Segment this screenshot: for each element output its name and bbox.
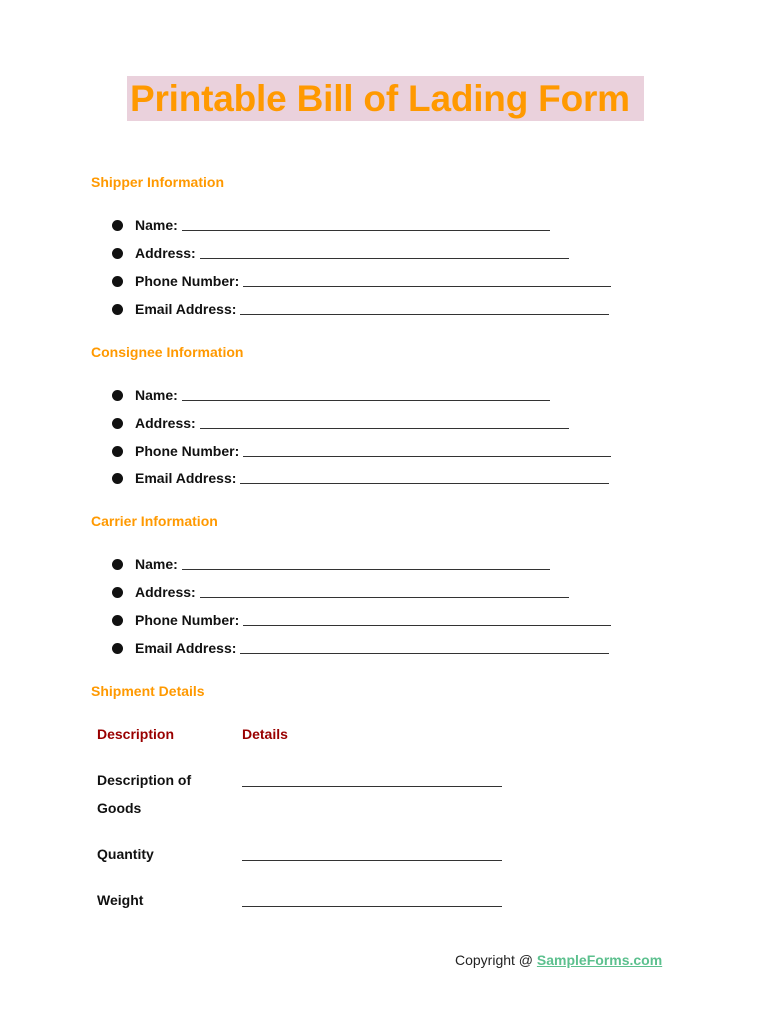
row-label-weight: Weight <box>97 892 144 908</box>
blank-line[interactable] <box>200 246 569 259</box>
blank-line-weight[interactable] <box>242 892 502 907</box>
field-shipper-phone[interactable]: Phone Number: <box>112 273 611 289</box>
field-consignee-email[interactable]: Email Address: <box>112 470 609 486</box>
bullet-icon <box>112 643 123 654</box>
field-carrier-name[interactable]: Name: <box>112 556 550 572</box>
bullet-icon <box>112 446 123 457</box>
blank-line[interactable] <box>243 613 611 626</box>
bullet-icon <box>112 418 123 429</box>
page-title: Printable Bill of Lading Form <box>130 78 630 119</box>
section-heading-carrier: Carrier Information <box>91 513 218 529</box>
blank-line[interactable] <box>182 557 550 570</box>
blank-line[interactable] <box>240 471 609 484</box>
sampleforms-link[interactable]: SampleForms.com <box>536 952 663 968</box>
bullet-icon <box>112 276 123 287</box>
blank-line[interactable] <box>240 302 609 315</box>
bullet-icon <box>112 220 123 231</box>
section-heading-shipper: Shipper Information <box>91 174 224 190</box>
blank-line[interactable] <box>243 274 611 287</box>
column-header-description: Description <box>97 726 175 742</box>
copyright-footer: Copyright @ SampleForms.com <box>455 952 663 968</box>
field-shipper-name[interactable]: Name: <box>112 217 550 233</box>
blank-line[interactable] <box>200 585 569 598</box>
blank-line[interactable] <box>243 444 611 457</box>
blank-line[interactable] <box>240 641 609 654</box>
field-carrier-email[interactable]: Email Address: <box>112 640 609 656</box>
bullet-icon <box>112 587 123 598</box>
blank-line[interactable] <box>182 218 550 231</box>
column-header-details: Details <box>242 726 288 742</box>
row-label-description-of-goods: Description of Goods <box>97 772 192 816</box>
blank-line[interactable] <box>182 388 550 401</box>
field-consignee-name[interactable]: Name: <box>112 387 550 403</box>
blank-line-quantity[interactable] <box>242 846 502 861</box>
field-shipper-address[interactable]: Address: <box>112 245 569 261</box>
bullet-icon <box>112 473 123 484</box>
blank-line-description-of-goods[interactable] <box>242 772 502 787</box>
bullet-icon <box>112 248 123 259</box>
bullet-icon <box>112 559 123 570</box>
field-shipper-email[interactable]: Email Address: <box>112 301 609 317</box>
bullet-icon <box>112 390 123 401</box>
field-consignee-phone[interactable]: Phone Number: <box>112 443 611 459</box>
bullet-icon <box>112 304 123 315</box>
section-heading-shipment: Shipment Details <box>91 683 205 699</box>
field-consignee-address[interactable]: Address: <box>112 415 569 431</box>
section-heading-consignee: Consignee Information <box>91 344 244 360</box>
field-carrier-phone[interactable]: Phone Number: <box>112 612 611 628</box>
row-label-quantity: Quantity <box>97 846 154 862</box>
bullet-icon <box>112 615 123 626</box>
blank-line[interactable] <box>200 416 569 429</box>
field-carrier-address[interactable]: Address: <box>112 584 569 600</box>
